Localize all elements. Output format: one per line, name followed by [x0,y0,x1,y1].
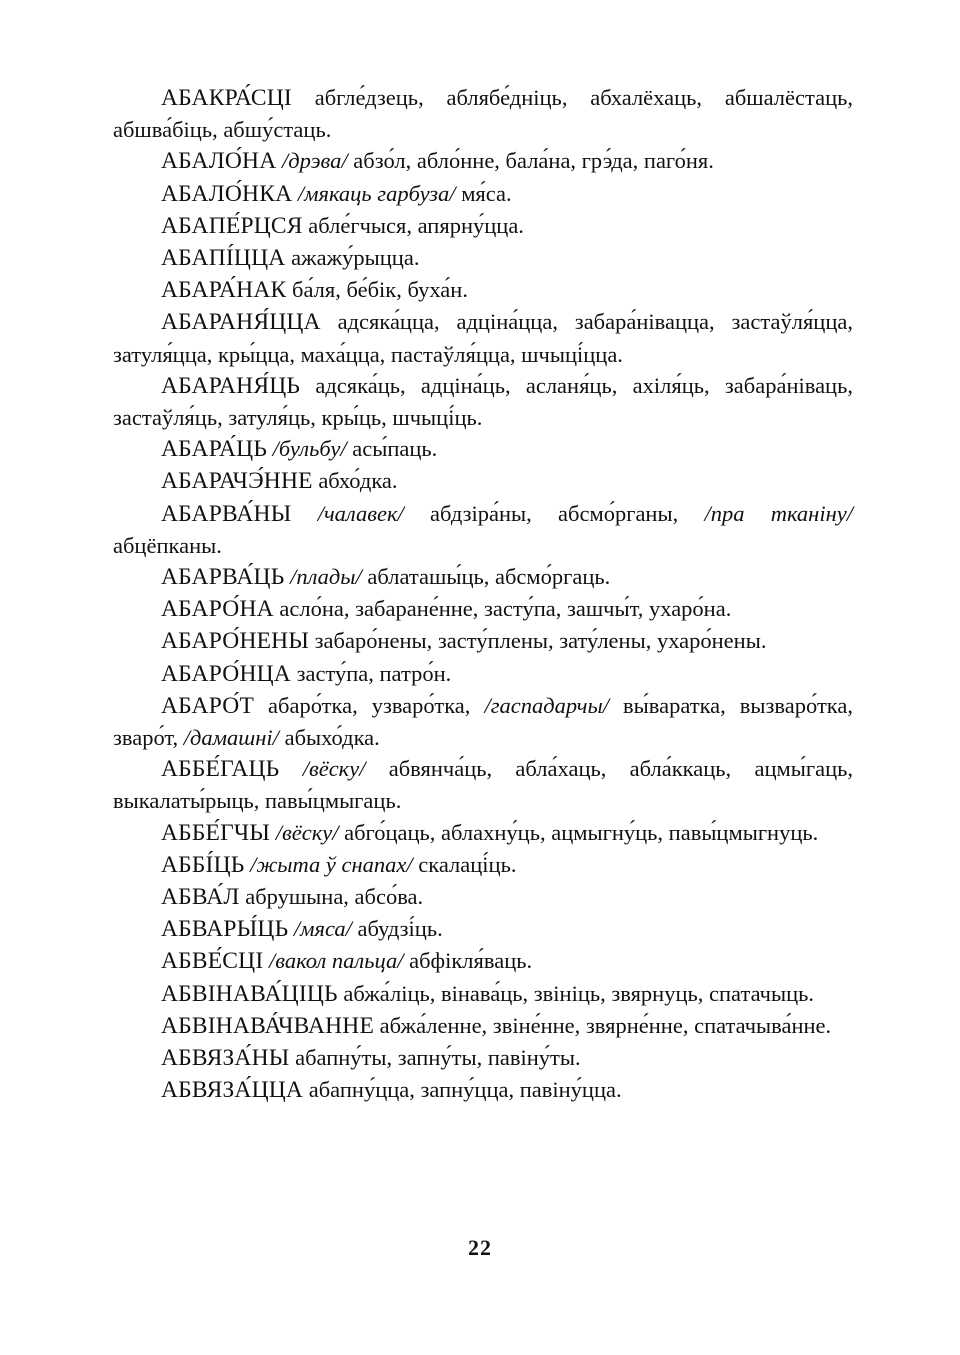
dictionary-entry [113,978,853,1010]
headword: АБВА́Л [161,884,240,911]
synonym-list: абго́цаць, аблахну́ць, ацмыгну́ць, павы́цмыгнуць. [338,819,819,845]
synonym-list: абдзіра́ны, абсмо́рганы, [403,500,705,526]
headword: АБВІНАВА́ЧВАННЕ [161,1012,375,1039]
usage-gloss: /вёску/ [302,756,366,782]
dictionary-entry [113,178,853,210]
headword: АБАРВА́ЦЬ [161,564,285,591]
dictionary-entry [113,465,853,497]
headword: АБАРО́НА [161,596,274,623]
synonym-list [291,501,317,526]
usage-gloss: /мяса/ [293,916,352,942]
synonym-list: абвянча́ць, абла́хаць, абла́ккаць, ацмы́гаць, выкалаты́рыць, павы́цмыгаць. [113,756,854,814]
synonym-list: абжа́ленне, звіне́нне, звярне́нне, спатачыва́нне. [374,1012,832,1038]
headword: АБАРАЧЭ́ННЕ [161,468,313,495]
dictionary-entry [113,1042,853,1074]
usage-gloss: /чалавек/ [317,500,404,526]
headword: АББЕ́ГЧЫ [161,819,271,846]
headword: АБАРВА́НЫ [161,500,292,527]
dictionary-entry [113,625,853,657]
usage-gloss: /пра тканіну/ [704,500,853,526]
synonym-list: адсяка́ць, адціна́ць, асланя́ць, ахіля́ць, забара́ніваць, застаўля́ць, затуля́ць, кры́ць, шчыці́ць. [113,372,853,431]
dictionary-entry [113,1074,853,1106]
synonym-list: адсяка́цца, адціна́цца, забара́нівацца, застаўля́цца, затуля́цца, кры́цца, маха́цца, пастаўля́цца, шчыці́цца. [113,309,853,367]
dictionary-entry [113,658,853,690]
synonym-list [279,756,302,781]
headword: АБАЛО́НКА [161,180,293,207]
usage-gloss: /бульбу/ [272,436,347,462]
headword: АБВЯЗА́НЫ [161,1045,290,1072]
synonym-list: абыхо́дка. [278,725,380,751]
dictionary-entry [113,274,853,306]
dictionary-entry [113,1010,853,1042]
headword: АБВЯЗА́ЦЦА [161,1077,304,1104]
dictionary-entry [113,881,853,913]
headword: АББЕ́ГАЦЬ [161,756,280,783]
dictionary-entry [113,306,853,369]
dictionary-entry [113,753,853,816]
headword: АБАРА́НАК [161,277,287,304]
dictionary-entry [113,498,853,561]
headword: АБАПІ́ЦЦА [161,245,286,272]
dictionary-entry [113,817,853,849]
dictionary-entry [113,82,853,145]
dictionary-entry [113,433,853,465]
dictionary-entry [113,370,853,433]
dictionary-page [113,82,853,1107]
usage-gloss: /вёску/ [275,819,339,845]
dictionary-entry [113,945,853,977]
dictionary-entry [113,242,853,274]
synonym-list: абапну́цца, запну́цца, павіну́цца. [303,1077,622,1103]
page-number: 22 [468,1235,492,1260]
headword: АБАРО́Т [161,692,255,719]
synonym-list: абхо́дка. [312,468,398,494]
synonym-list: забаро́нены, засту́плены, зату́лены, ухаро́нены. [309,628,767,654]
headword: АБАРАНЯ́ЦЦА [161,309,321,336]
synonym-list: абудзі́ць. [351,916,443,942]
synonym-list: асы́паць. [346,436,438,462]
synonym-list: ажажу́рыцца. [285,245,420,271]
synonym-list: абле́гчыся, апярну́цца. [302,212,524,238]
synonym-list: ба́ля, бе́бік, буха́н. [286,277,468,303]
headword: АБАРО́НЦА [161,660,291,687]
synonym-list: скалаці́ць. [412,851,517,877]
dictionary-entry [113,210,853,242]
usage-gloss: /плады/ [290,564,362,590]
usage-gloss: /гаспадарчы/ [484,692,610,718]
usage-gloss: /жыта ў снапах/ [250,851,413,877]
synonym-list: абцёпканы. [113,532,222,558]
headword: АБВІНАВА́ЦІЦЬ [161,980,338,1007]
headword: АБВАРЫ́ЦЬ [161,916,289,943]
synonym-list: абжа́ліць, вінава́ць, звініць, звярнуць, спатачыць. [337,980,815,1006]
headword: АБАЛО́НА [161,148,277,175]
synonym-list: абгле́дзець, аблябе́дніць, абхалёхаць, абшалёстаць, абшва́біць, абшу́стаць. [113,85,853,143]
headword: АБАРО́НЕНЫ [161,628,310,655]
synonym-list: вы́варатка, вызваро́тка, зваро́т, [113,692,853,751]
headword: АБВЕ́СЦІ [161,948,264,975]
synonym-list: абрушына, абсо́ва. [239,884,424,910]
dictionary-entry [113,913,853,945]
usage-gloss: /мякаць гарбуза/ [297,180,456,206]
headword: АБАРА́ЦЬ [161,436,268,463]
dictionary-entry [113,145,853,177]
headword: АБАПЕ́РЦСЯ [161,212,303,239]
usage-gloss: /дамашні/ [183,725,279,751]
dictionary-entry [113,593,853,625]
synonym-list: засту́па, патро́н. [290,660,452,686]
synonym-list: абзо́л, абло́нне, бала́на, грэ́да, паго́ня. [347,148,714,174]
usage-gloss: /дрэва/ [282,148,348,174]
dictionary-entry [113,690,853,753]
usage-gloss: /вакол пальца/ [269,948,404,974]
synonym-list: аблаташы́ць, абсмо́ргаць. [361,564,611,590]
synonym-list: абапну́ты, запну́ты, павіну́ты. [289,1045,581,1071]
synonym-list: абаро́тка, узваро́тка, [254,692,485,718]
dictionary-entry [113,561,853,593]
synonym-list: абфікля́ваць. [403,948,533,974]
dictionary-entry [113,849,853,881]
headword: АББІ́ЦЬ [161,851,245,878]
headword: АБАРАНЯ́ЦЬ [161,372,301,399]
synonym-list: мя́са. [455,180,512,206]
synonym-list: асло́на, забаране́нне, засту́па, зашчы́т, ухаро́на. [273,596,732,622]
headword: АБАКРА́СЦІ [161,85,292,111]
